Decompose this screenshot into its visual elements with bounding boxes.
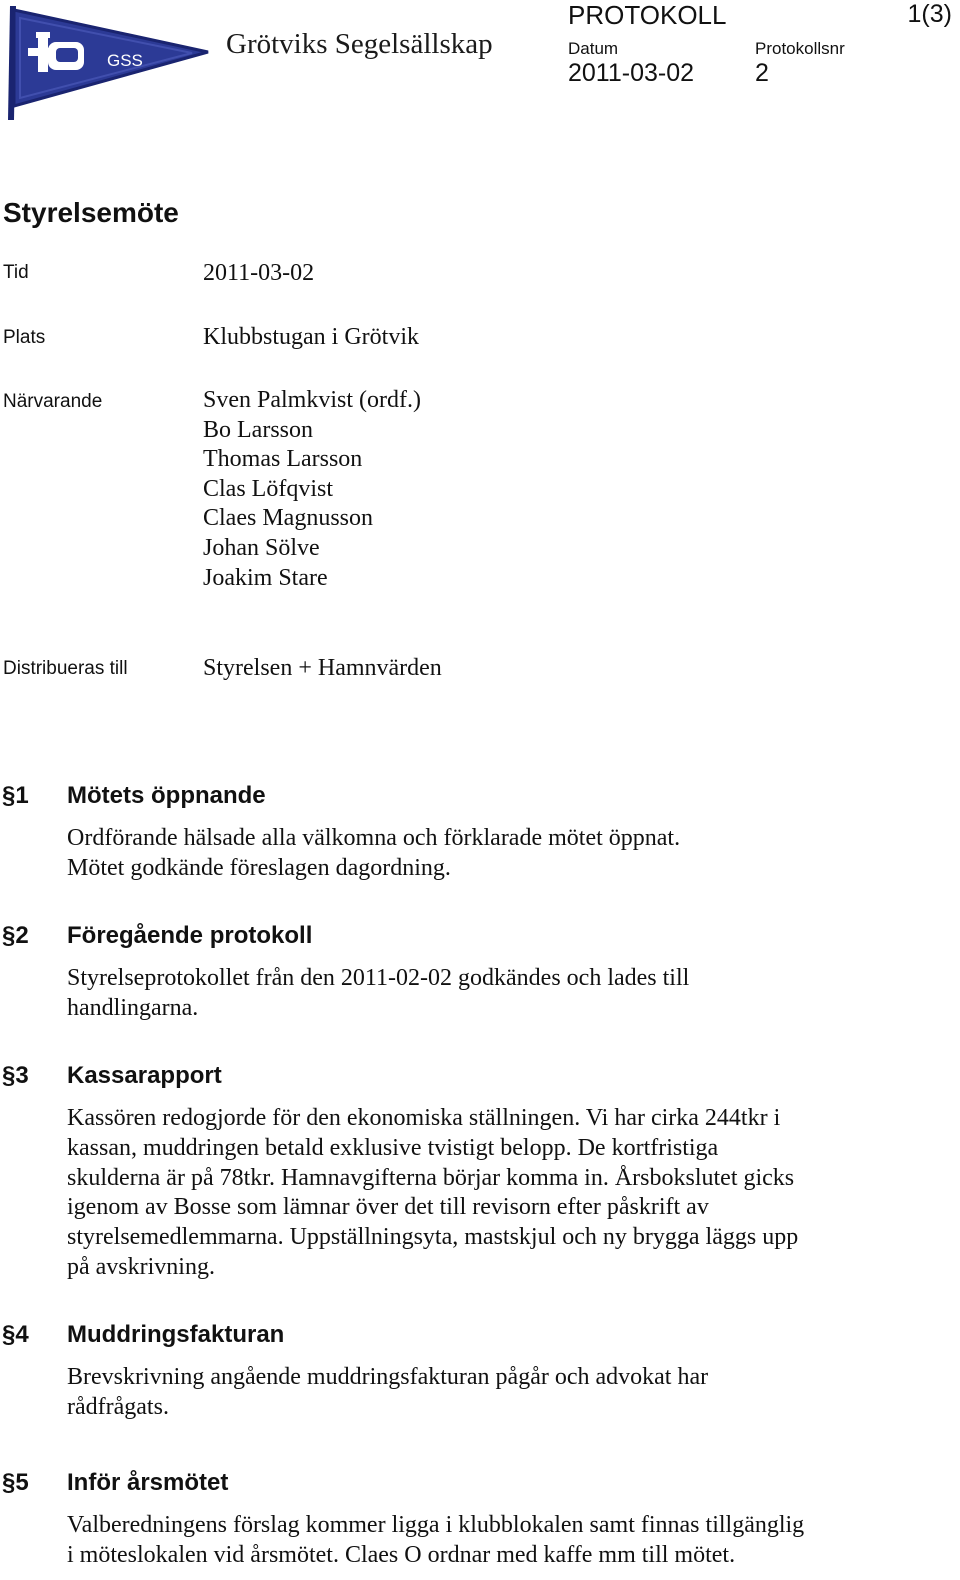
section-body [67,1104,947,1283]
date-label: Datum [568,39,619,58]
section-body [67,1511,947,1571]
section-heading: Föregående protokoll [67,922,313,949]
attendee: Thomas Larsson [203,446,363,473]
place-value: Klubbstugan i Grötvik [203,324,419,350]
document-type: PROTOKOLL [568,0,727,30]
date-value: 2011-03-02 [568,59,695,87]
section-heading: Inför årsmötet [67,1469,229,1496]
section-heading: Mötets öppnande [67,782,266,809]
section-number: §5 [2,1469,29,1496]
time-value: 2011-03-02 [203,260,315,286]
body-line: på avskrivning. [67,1253,215,1280]
body-line: Kassören redogjorde för den ekonomiska ställningen. Vi har cirka 244tkr i [67,1105,781,1131]
body-line: Mötet godkände föreslagen dagordning. [67,854,451,881]
attendee: Sven Palmkvist (ordf.) [203,387,421,413]
body-line: Valberedningens förslag kommer ligga i klubblokalen samt finnas tillgänglig [67,1512,805,1538]
attendees-label: Närvarande [3,391,103,412]
attendee: Clas Löfqvist [203,475,333,502]
attendee: Bo Larsson [203,416,313,443]
place-label: Plats [3,327,46,348]
organization-name: Grötviks Segelsällskap [226,28,493,60]
body-line: igenom av Bosse som lämnar över det till revisorn efter påskrift av [67,1194,709,1221]
section-number: §4 [2,1321,29,1348]
section-heading: Muddringsfakturan [67,1321,285,1348]
body-line: i möteslokalen vid årsmötet. Claes O ordnar med kaffe mm till mötet. [67,1541,736,1568]
distribution-value: Styrelsen + Hamnvärden [203,655,442,681]
attendee: Johan Sölve [203,534,320,561]
attendee-list [203,386,421,593]
section-number: §2 [2,922,29,949]
meeting-title: Styrelsemöte [3,197,179,228]
time-label: Tid [3,262,29,283]
section-body [67,964,947,1024]
section-heading: Kassarapport [67,1062,222,1089]
attendee: Joakim Stare [203,564,328,591]
section-number: §1 [2,782,29,809]
logo-text: GSS [107,51,143,70]
page-number: 1(3) [907,0,952,28]
body-line: handlingarna. [67,994,199,1021]
protocol-number-label: Protokollsnr [755,39,845,58]
section-body [67,824,947,884]
body-line: skulderna är på 78tkr. Hamnavgifterna börjar komma in. Årsbokslutet gicks [67,1164,795,1191]
club-burgee-logo [2,2,212,122]
section-body [67,1363,947,1423]
section-number: §3 [2,1062,29,1089]
body-line: Styrelseprotokollet från den 2011-02-02 godkändes och lades till [67,965,690,991]
protocol-number-value: 2 [755,59,769,87]
attendee: Claes Magnusson [203,505,373,532]
distribution-label: Distribueras till [3,658,128,679]
body-line: styrelsemedlemmarna. Uppställningsyta, mastskjul och ny brygga läggs upp [67,1224,799,1251]
body-line: rådfrågats. [67,1393,169,1420]
body-line: kassan, muddringen betald exklusive tvistigt belopp. De kortfristiga [67,1134,719,1161]
body-line: Ordförande hälsade alla välkomna och förklarade mötet öppnat. [67,825,681,851]
body-line: Brevskrivning angående muddringsfakturan pågår och advokat har [67,1364,709,1390]
